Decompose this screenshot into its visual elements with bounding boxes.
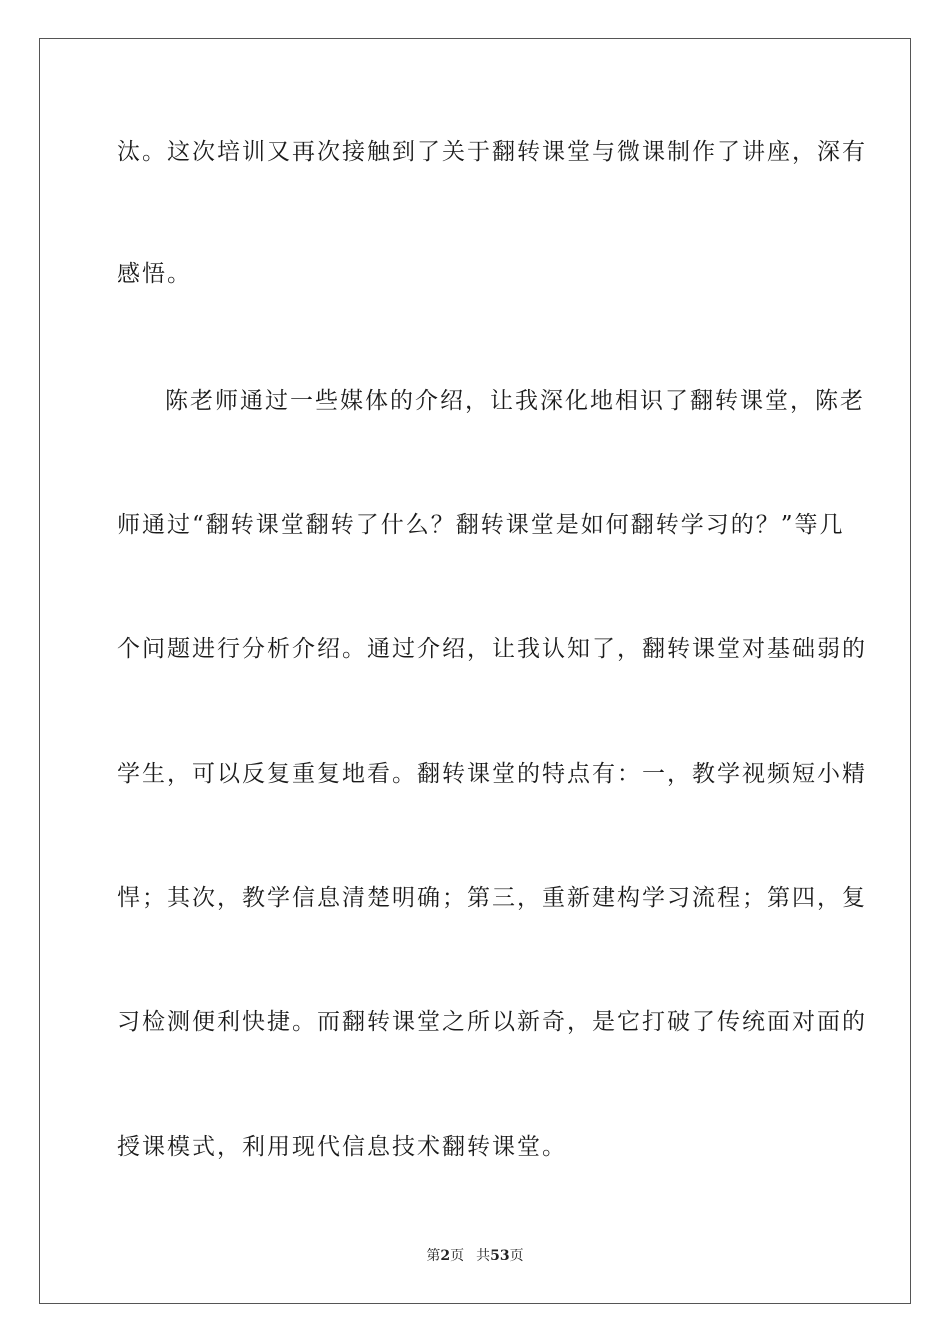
total-suffix: 页 (509, 1248, 524, 1264)
page-prefix: 第 (426, 1248, 441, 1264)
page-number: 2 (440, 1248, 451, 1264)
body-line-3: 陈老师通过一些媒体的介绍，让我深化地相识了翻转课堂，陈老 (165, 388, 865, 414)
page-footer (0, 1246, 950, 1266)
body-line-5: 个问题进行分析介绍。通过介绍，让我认知了，翻转课堂对基础弱的 (117, 636, 867, 662)
total-prefix: 共 (476, 1248, 491, 1264)
body-line-1: 汰。这次培训又再次接触到了关于翻转课堂与微课制作了讲座，深有 (117, 139, 867, 165)
body-line-7: 悍；其次，教学信息清楚明确；第三，重新建构学习流程；第四，复 (117, 885, 867, 911)
body-line-4: 师通过“翻转课堂翻转了什么？翻转课堂是如何翻转学习的？”等几 (117, 512, 845, 538)
body-line-8: 习检测便利快捷。而翻转课堂之所以新奇，是它打破了传统面对面的 (117, 1009, 867, 1035)
body-line-2: 感悟。 (117, 261, 192, 287)
page-border (39, 38, 911, 1304)
page-suffix: 页 (450, 1248, 465, 1264)
body-line-6: 学生，可以反复重复地看。翻转课堂的特点有：一，教学视频短小精 (117, 761, 867, 787)
total-pages: 53 (490, 1248, 510, 1264)
body-line-9: 授课模式，利用现代信息技术翻转课堂。 (117, 1134, 567, 1160)
